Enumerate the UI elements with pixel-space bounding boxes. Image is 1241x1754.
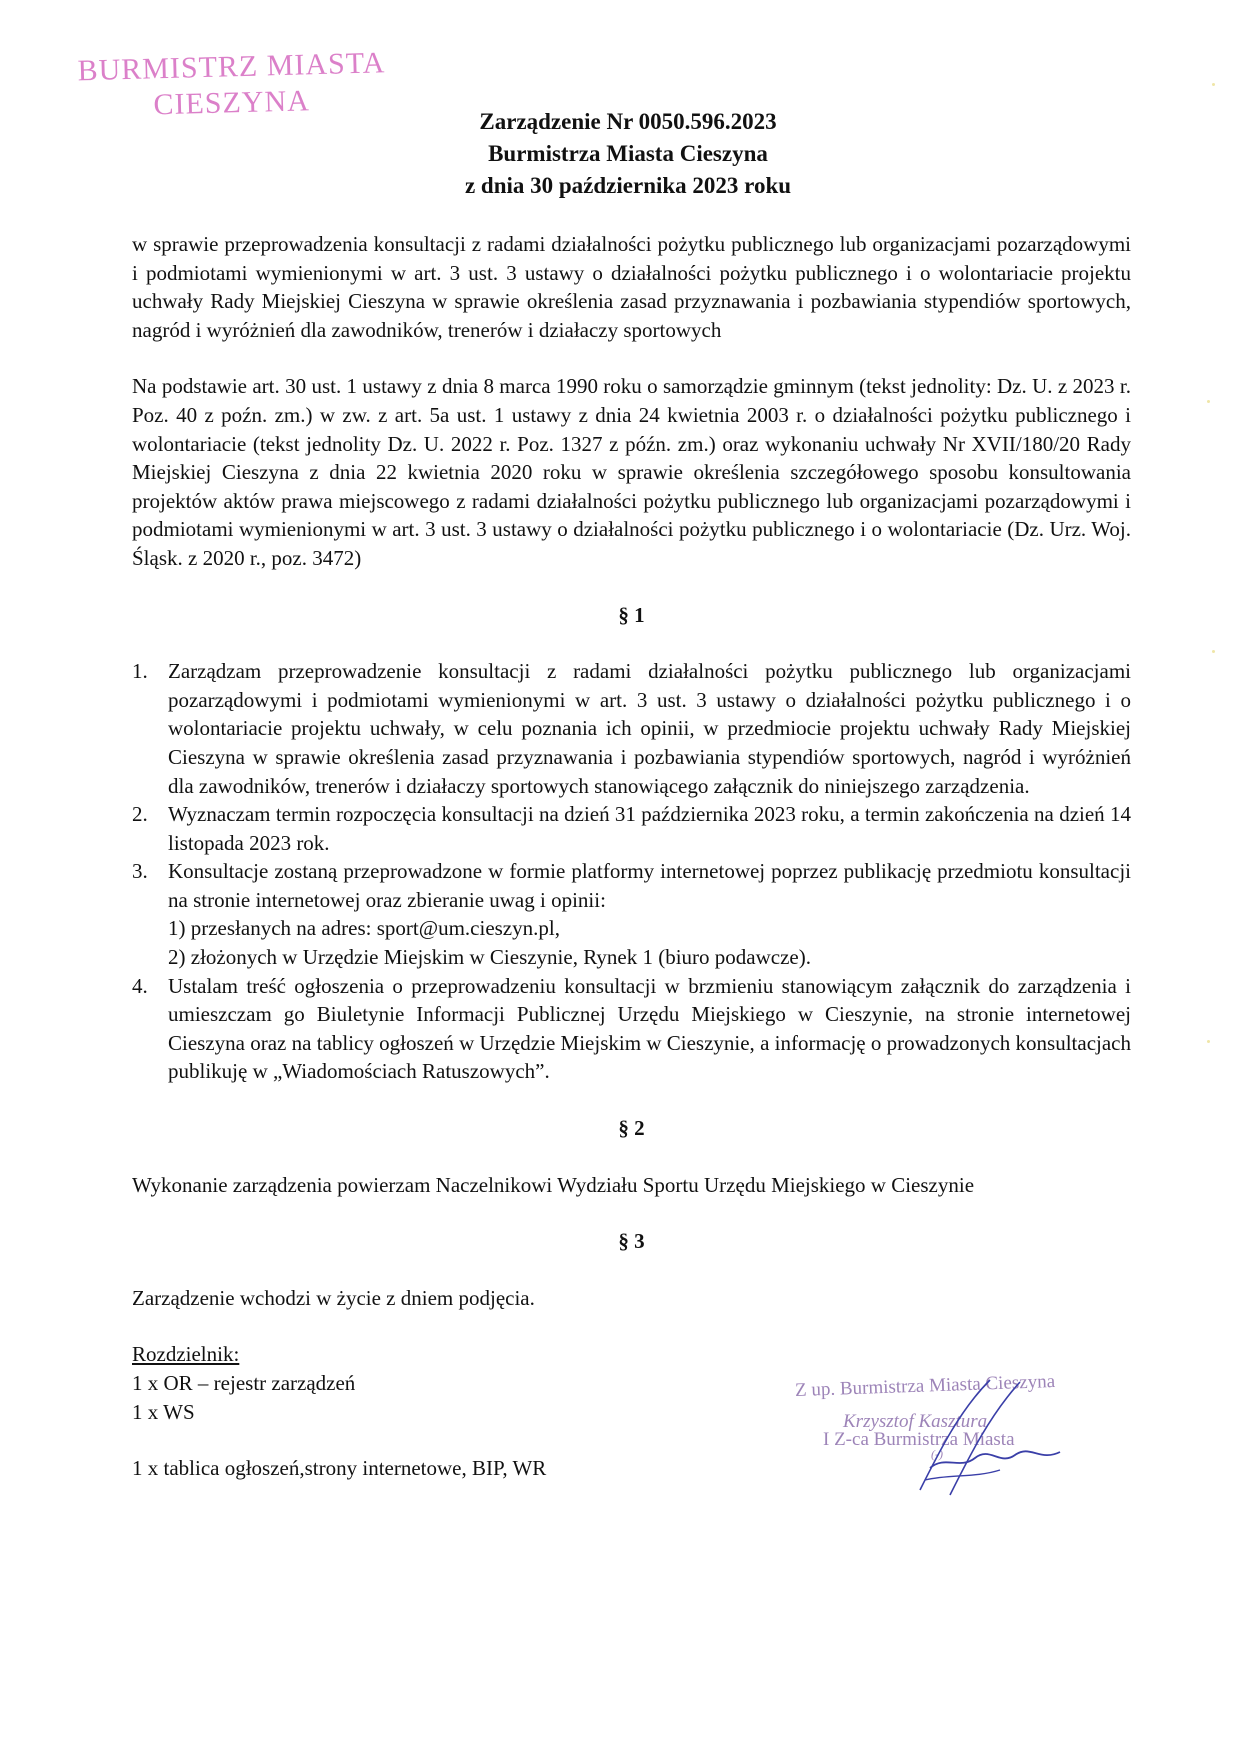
signature-stamp-line3: I Z-ca Burmistrza Miasta [823,1429,1015,1450]
scan-speck [1207,1040,1210,1043]
title-line3: z dnia 30 października 2023 roku [464,173,792,198]
section-1-heading: § 1 [618,602,645,627]
issuer-stamp-line1: BURMISTRZ MIASTA [77,46,386,88]
point-3-sub-1: 1) przesłanych na adres: sport@um.cieszyn.pl, [168,916,560,941]
issuer-stamp-line2: CIESZYNA [153,84,311,122]
point-number: 4. [132,973,148,998]
section-2-text: Wykonanie zarządzenia powierzam Naczelnikowi Wydziału Sportu Urzędu Miejskiego w Cieszynie [132,1172,975,1197]
scan-speck [1212,650,1215,653]
section-3-heading: § 3 [618,1229,645,1254]
distribution-title: Rozdzielnik: [132,1342,240,1367]
signature-stamp-line4: (-) [931,1447,943,1461]
point-3-sub-2: 2) złożonych w Urzędzie Miejskim w Cieszynie, Rynek 1 (biuro podawcze). [168,945,811,970]
point-number: 1. [132,659,148,684]
point-4 [132,972,1131,1086]
scan-speck [1207,400,1210,403]
point-2 [132,800,1131,857]
distribution-line: 1 x OR – rejestr zarządzeń [132,1371,356,1395]
document-title [0,106,1241,202]
handwritten-signature [890,1370,1090,1510]
title-line1: Zarządzenie Nr 0050.596.2023 [479,109,777,134]
signature-stamp-line1: Z up. Burmistrza Miasta Cieszyna [794,1370,1056,1402]
legal-basis-paragraph: Na podstawie art. 30 ust. 1 ustawy z dnia 8 marca 1990 roku o samorządzie gminnym (tekst jednolity: Dz. U. z 2023 r. Poz. 40 z poźn. zm.) w zw. z art. 5a ust. 1 ustawy z dnia 24 kwietnia 2003 r. o działalności pożytku publicznego i wolontariacie (tekst jednolity Dz. U. 2022 r. Poz. 1327 z późn. zm.) oraz wykonaniu uchwały Nr XVII/180/20 Rady Miejskiej Cieszyna z dnia 22 kwietnia 2020 roku w sprawie określenia szczegółowego sposobu konsultowania projektów aktów prawa miejscowego z radami działalności pożytku publicznego lub organizacjami pozarządowymi i podmiotami wymienionymi w art. 3 ust. 3 ustawy o działalności pożytku publicznego i o wolontariacie (Dz. Urz. Woj. Śląsk. z 2020 r., poz. 3472) [132,374,1131,570]
point-text: Wyznaczam termin rozpoczęcia konsultacji na dzień 31 października 2023 roku, a termin zakończenia na dzień 14 listopada 2023 rok. [168,802,1131,855]
title-line2: Burmistrza Miasta Cieszyna [488,141,768,166]
section-2-heading: § 2 [618,1116,645,1141]
point-text: Ustalam treść ogłoszenia o przeprowadzeniu konsultacji w brzmieniu stanowiącym załącznik do zarządzenia i umieszczam go Biuletynie Informacji Publicznej Urzędu Miejskiego w Cieszynie, na stronie internetowej Cieszyna oraz na tablicy ogłoszeń w Urzędzie Miejskim w Cieszynie, a informację o prowadzonych konsultacjach publikuję w „Wiadomościach Ratuszowych”. [168,973,1131,1084]
section-1-points [132,657,1131,1086]
point-number: 2. [132,802,148,827]
signature-stamp-line2: Krzysztof Kasztura [843,1411,988,1432]
point-text: Konsultacje zostaną przeprowadzone w formie platformy internetowej poprzez publikację przedmiotu konsultacji na stronie internetowej oraz zbieranie uwag i opinii: [168,859,1131,912]
point-number: 3. [132,859,148,884]
subject-paragraph: w sprawie przeprowadzenia konsultacji z radami działalności pożytku publicznego lub organizacjami pozarządowymi i podmiotami wymienionymi w art. 3 ust. 3 ustawy o działalności pożytku publicznego i o wolontariacie projektu uchwały Rady Miejskiej Cieszyna w sprawie określenia zasad przyznawania i pozbawiania stypendiów sportowych, nagród i wyróżnień dla zawodników, trenerów i działaczy sportowych [132,232,1131,342]
point-3 [132,857,1131,971]
point-text: Zarządzam przeprowadzenie konsultacji z radami działalności pożytku publicznego lub organizacjami pozarządowymi i podmiotami wymienionymi w art. 3 ust. 3 ustawy o działalności pożytku publicznego i o wolontariacie projektu uchwały, w celu poznania ich opinii, w przedmiocie projektu uchwały Rady Miejskiej Cieszyna w sprawie określenia zasad przyznawania i pozbawiania stypendiów sportowych, nagród i wyróżnień dla zawodników, trenerów i działaczy sportowych stanowiącego załącznik do niniejszego zarządzenia. [168,659,1131,798]
point-1 [132,657,1131,800]
distribution-line: 1 x WS [132,1399,195,1424]
scan-speck [1212,83,1215,86]
distribution-line: 1 x tablica ogłoszeń,strony internetowe, BIP, WR [132,1456,547,1481]
section-3-text: Zarządzenie wchodzi w życie z dniem podjęcia. [132,1285,535,1310]
document-body [132,230,1131,1483]
